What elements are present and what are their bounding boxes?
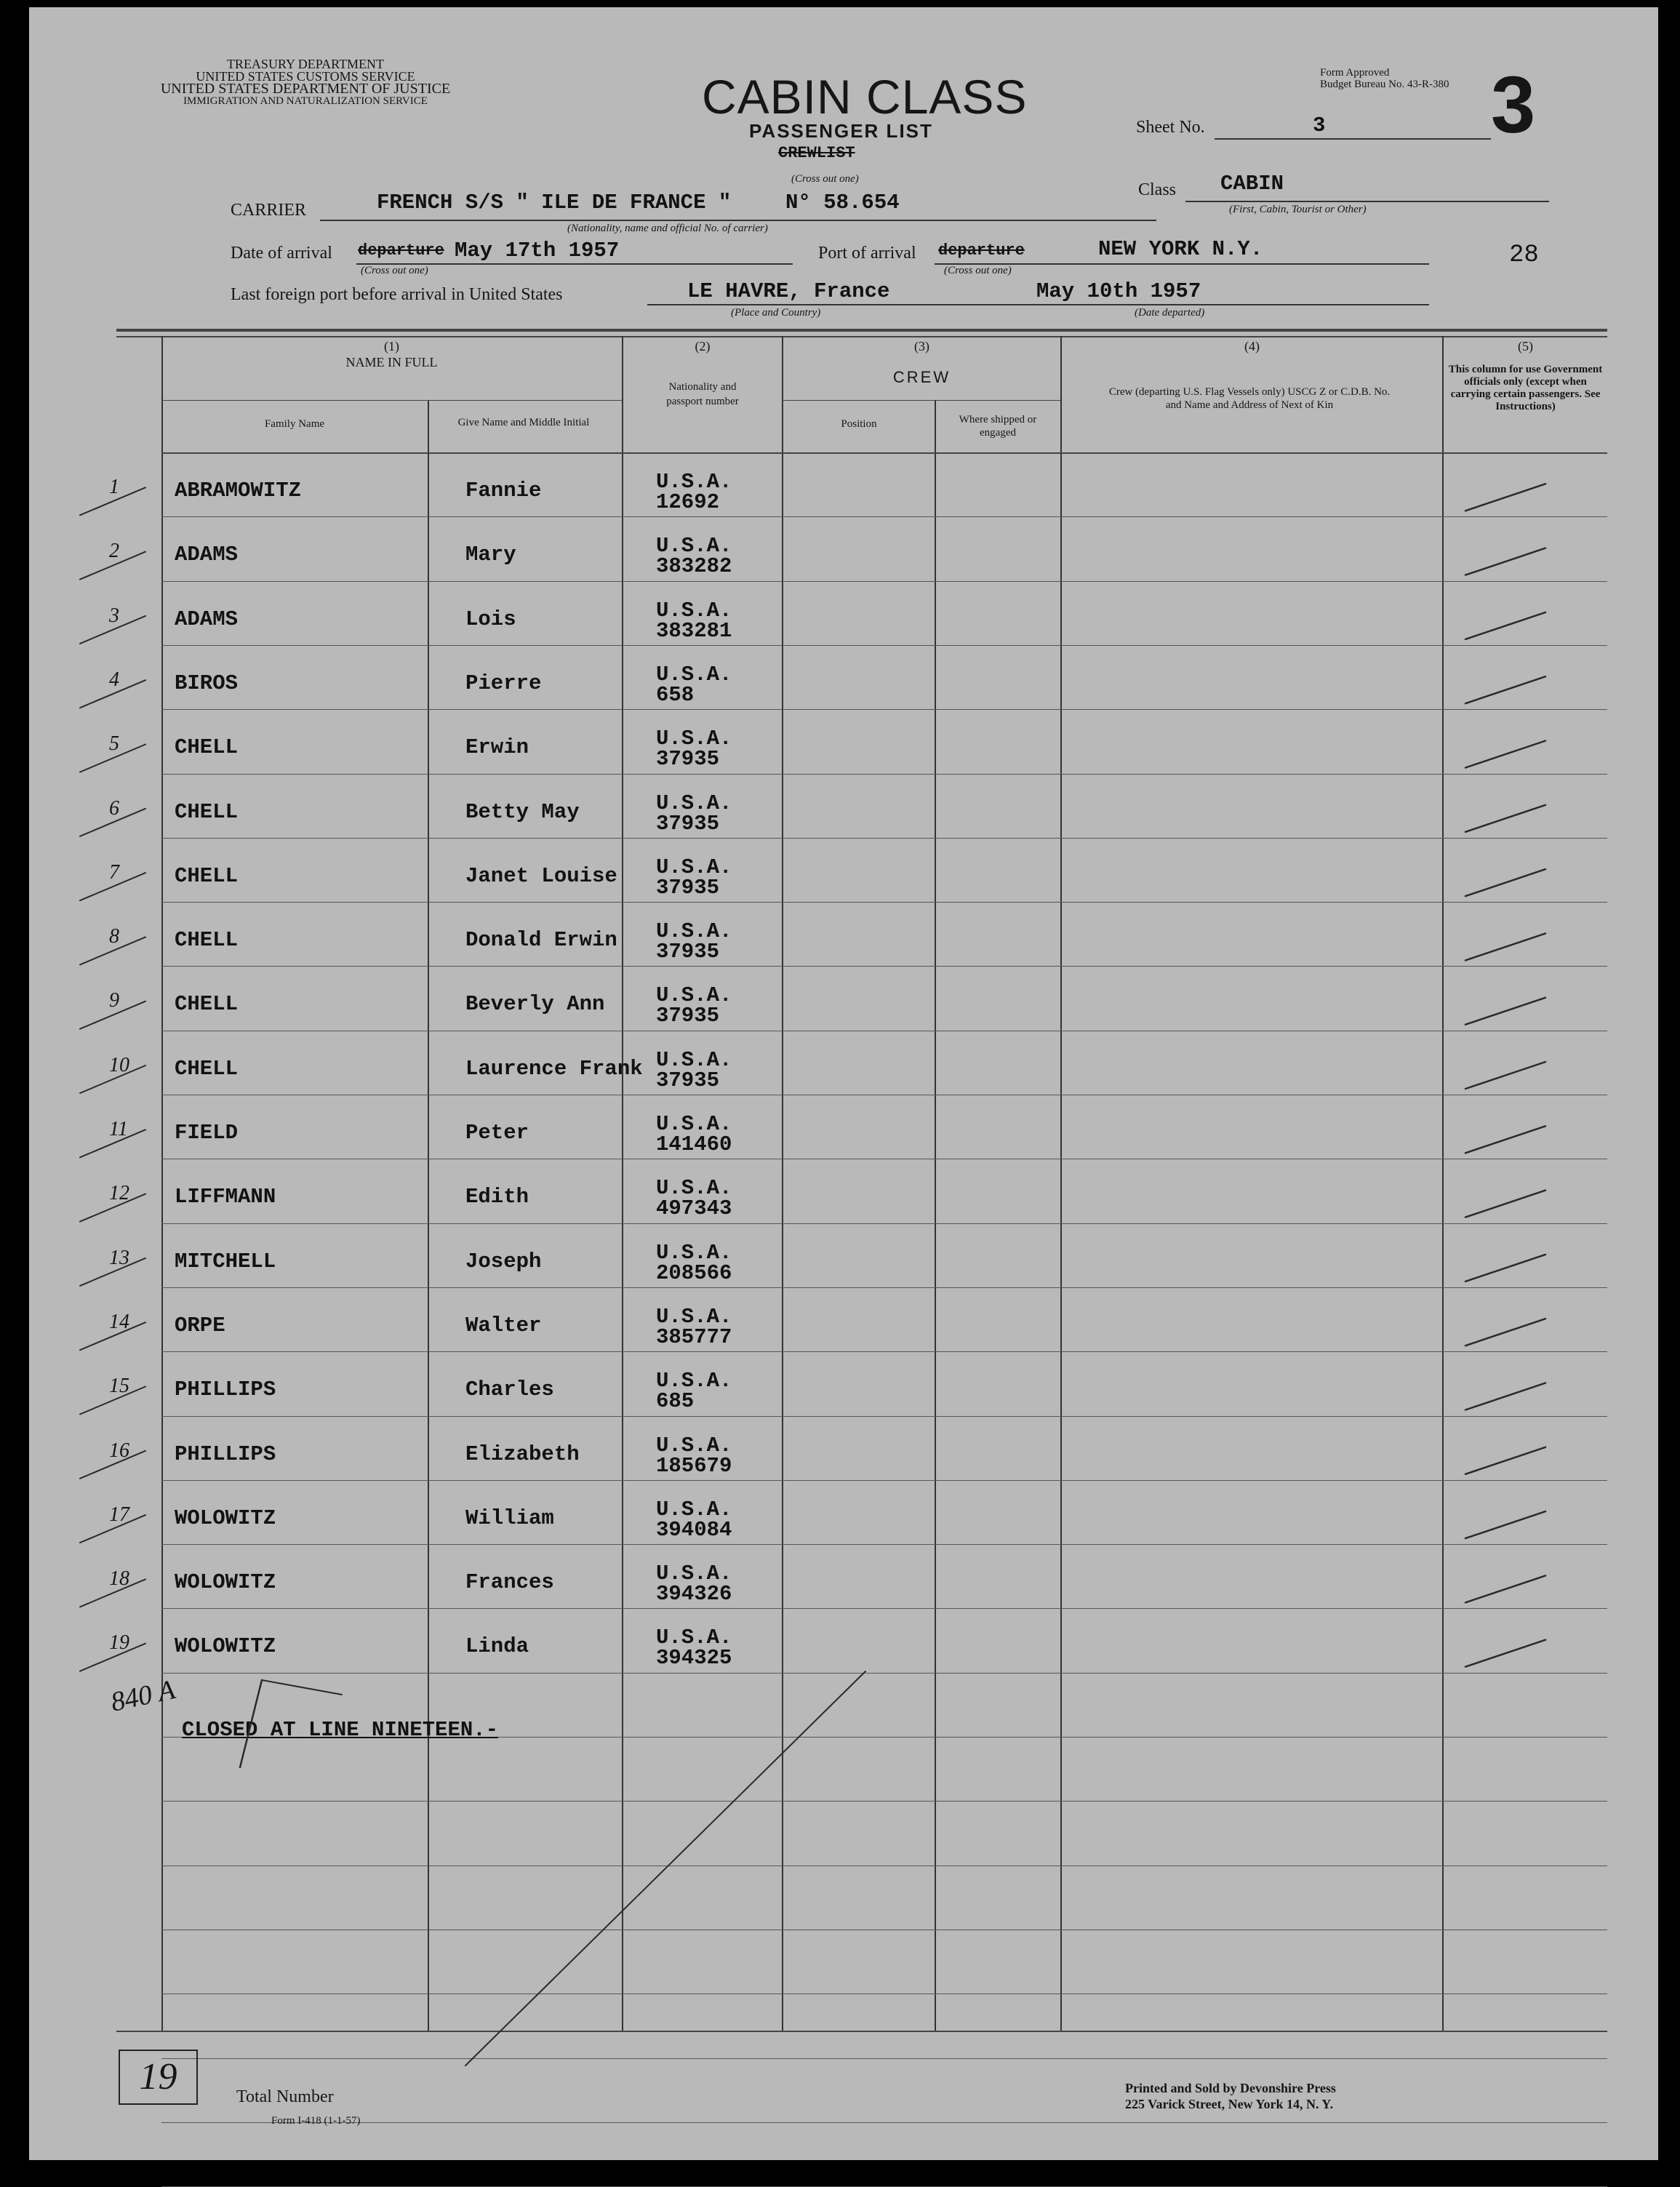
family-name: CHELL (175, 1056, 239, 1081)
family-name: ABRAMOWITZ (175, 479, 302, 503)
agency-treasury: TREASURY DEPARTMENT (226, 57, 385, 71)
nationality: U.S.A. (656, 1626, 732, 1650)
passport-number: 208566 (656, 1260, 732, 1285)
sheet-label: Sheet No. (1136, 118, 1205, 137)
total-value: 19 (139, 2056, 177, 2098)
check-mark (80, 1322, 145, 1350)
row-number: 1 (109, 476, 119, 498)
nationality: U.S.A. (656, 919, 732, 944)
agency-customs: UNITED STATES CUSTOMS SERVICE (196, 69, 415, 84)
col4-title: Crew (departing U.S. Flag Vessels only) USCG Z or C.D.B. No. and Name and Address of Next of Kin (1108, 386, 1391, 411)
tally-mark (1465, 933, 1545, 960)
nationality: U.S.A. (656, 855, 732, 879)
given-name: Pierre (465, 671, 542, 695)
port-label: Port of arrival (818, 244, 916, 263)
page-subtitle: PASSENGER LIST (749, 120, 933, 142)
family-name: PHILLIPS (175, 1378, 276, 1402)
class-label: Class (1138, 180, 1177, 199)
check-mark (80, 1001, 145, 1029)
row-number: 18 (109, 1567, 129, 1591)
passport-number: 37935 (656, 811, 720, 836)
tally-mark (1465, 1191, 1545, 1218)
family-name: CHELL (175, 799, 239, 824)
agency-justice: UNITED STATES DEPARTMENT OF JUSTICE (160, 81, 451, 97)
given-name: Janet Louise (465, 863, 617, 888)
given-name: Beverly Ann (465, 992, 605, 1017)
family-name: PHILLIPS (175, 1442, 276, 1466)
tally-mark (1465, 1447, 1545, 1474)
check-mark (80, 1579, 145, 1607)
passport-number: 37935 (656, 940, 720, 964)
passport-number: 37935 (656, 747, 720, 772)
family-name: MITCHELL (175, 1249, 276, 1274)
arrival-struck: departure (358, 241, 444, 260)
col5-title: This column for use Government officials only (except when carrying certain passengers. See Instructions) (1448, 364, 1603, 412)
arrival-note: (Cross out one) (361, 265, 428, 276)
given-name: William (465, 1506, 554, 1530)
col2-title: Nationality and passport number (666, 381, 739, 407)
nationality: U.S.A. (656, 1047, 732, 1072)
passport-number: 37935 (656, 1068, 720, 1092)
cancel-line (465, 1671, 865, 2066)
sheet-value: 3 (1313, 113, 1326, 137)
tally-mark (1465, 676, 1545, 703)
given-name: Charles (465, 1378, 554, 1402)
passport-number: 37935 (656, 1004, 720, 1028)
check-mark (80, 552, 145, 580)
passport-number: 685 (656, 1389, 695, 1414)
col-position: Position (841, 418, 877, 430)
passport-number: 394326 (656, 1582, 732, 1607)
nationality: U.S.A. (656, 727, 732, 751)
passport-number: 141460 (656, 1132, 732, 1156)
col2-number: (2) (695, 339, 711, 353)
row-number: 16 (109, 1439, 129, 1462)
carrier-label: CARRIER (231, 201, 307, 220)
row-number: 10 (109, 1053, 129, 1076)
last-port-label: Last foreign port before arrival in United States (231, 285, 563, 304)
row-number: 5 (109, 732, 119, 756)
check-mark (80, 680, 145, 708)
tally-mark (1465, 869, 1545, 896)
family-name: LIFFMANN (175, 1185, 276, 1210)
port-value: NEW YORK N.Y. (1098, 237, 1263, 261)
col-given-name: Give Name and Middle Initial (457, 417, 590, 428)
nationality: U.S.A. (656, 1240, 732, 1265)
tally-mark (1465, 1062, 1545, 1089)
tally-mark (1465, 1126, 1545, 1153)
tally-mark (1465, 1511, 1545, 1538)
row-number: 19 (109, 1631, 129, 1655)
row-number: 9 (109, 989, 119, 1012)
check-mark (80, 1258, 145, 1286)
row-number: 3 (109, 604, 119, 627)
family-name: ADAMS (175, 607, 239, 631)
family-name: CHELL (175, 928, 239, 953)
printer-line2: 225 Varick Street, New York 14, N. Y. (1125, 2097, 1334, 2111)
given-name: Lois (465, 607, 516, 631)
col1-title: NAME IN FULL (345, 355, 438, 369)
check-mark (80, 1644, 145, 1671)
passport-number: 394325 (656, 1646, 732, 1671)
family-name: ORPE (175, 1313, 225, 1338)
passport-number: 394084 (656, 1517, 732, 1542)
col-where-shipped: Where shipped or engaged (959, 414, 1037, 439)
nationality: U.S.A. (656, 1497, 732, 1522)
carrier-note: (Nationality, name and official No. of carrier) (567, 223, 768, 234)
form-approved-line2: Budget Bureau No. 43-R-380 (1320, 79, 1449, 90)
given-name: Joseph (465, 1249, 542, 1274)
check-mark (80, 1194, 145, 1222)
closing-text: CLOSED AT LINE NINETEEN.- (182, 1718, 499, 1742)
departure-date-note: (Date departed) (1135, 307, 1205, 319)
title-cross-note: (Cross out one) (791, 173, 859, 185)
tally-mark (1465, 998, 1545, 1025)
class-note: (First, Cabin, Tourist or Other) (1229, 204, 1367, 215)
family-name: CHELL (175, 863, 239, 888)
check-mark (80, 809, 145, 836)
check-mark (80, 1515, 145, 1543)
signature-stroke (262, 1680, 342, 1695)
given-name: Betty May (465, 799, 580, 824)
tally-mark (1465, 1383, 1545, 1410)
given-name: Frances (465, 1570, 554, 1595)
family-name: CHELL (175, 992, 239, 1017)
tally-mark (1465, 484, 1545, 511)
total-label: Total Number (236, 2087, 334, 2106)
col1-number: (1) (384, 339, 399, 353)
given-name: Elizabeth (465, 1442, 580, 1466)
col4-number: (4) (1244, 339, 1260, 353)
given-name: Donald Erwin (465, 928, 617, 953)
family-name: CHELL (175, 735, 239, 760)
nationality: U.S.A. (656, 598, 732, 623)
check-mark (80, 745, 145, 772)
margin-number: 28 (1509, 241, 1539, 269)
nationality: U.S.A. (656, 791, 732, 815)
last-port-value: LE HAVRE, France (687, 279, 890, 303)
form-number: Form I-418 (1-1-57) (271, 2115, 361, 2127)
nationality: U.S.A. (656, 1304, 732, 1329)
given-name: Mary (465, 543, 516, 567)
family-name: ADAMS (175, 543, 239, 567)
passenger-list-form (29, 7, 1658, 2160)
family-name: WOLOWITZ (175, 1506, 276, 1530)
departure-date: May 10th 1957 (1036, 279, 1201, 303)
row-number: 15 (109, 1375, 129, 1398)
class-value: CABIN (1220, 172, 1284, 196)
tally-mark (1465, 1640, 1545, 1667)
handwritten-note: 840 A (108, 1674, 178, 1718)
check-mark (80, 1387, 145, 1415)
check-mark (80, 487, 145, 515)
nationality: U.S.A. (656, 1433, 732, 1458)
check-mark (80, 1065, 145, 1093)
col5-number: (5) (1518, 339, 1533, 353)
annotation-marks (29, 7, 1658, 2160)
tally-mark (1465, 1319, 1545, 1346)
check-mark (80, 873, 145, 900)
nationality: U.S.A. (656, 534, 732, 559)
row-number: 11 (109, 1118, 128, 1140)
agency-ins: IMMIGRATION AND NATURALIZATION SERVICE (183, 95, 428, 107)
row-number: 8 (109, 925, 119, 948)
check-mark (80, 937, 145, 964)
given-name: Linda (465, 1634, 529, 1659)
nationality: U.S.A. (656, 1369, 732, 1394)
given-name: Peter (465, 1121, 529, 1145)
nationality: U.S.A. (656, 1176, 732, 1201)
passport-number: 385777 (656, 1324, 732, 1349)
printer-line1: Printed and Sold by Devonshire Press (1125, 2081, 1336, 2095)
crewlist-struck: CREWLIST (778, 144, 855, 162)
arrival-date: May 17th 1957 (455, 239, 620, 263)
nationality: U.S.A. (656, 1112, 732, 1136)
passport-number: 497343 (656, 1196, 732, 1221)
tally-mark (1465, 1575, 1545, 1602)
form-approved-line1: Form Approved (1320, 67, 1390, 79)
check-mark (80, 616, 145, 644)
given-name: Edith (465, 1185, 529, 1210)
passport-number: 12692 (656, 490, 720, 514)
row-number: 7 (109, 860, 119, 884)
tally-mark (1465, 741, 1545, 768)
passport-number: 383281 (656, 618, 732, 643)
tally-mark (1465, 612, 1545, 639)
sheet-big-number: 3 (1491, 60, 1536, 150)
row-number: 6 (109, 796, 119, 820)
tally-mark (1465, 1255, 1545, 1282)
passport-number: 185679 (656, 1453, 732, 1478)
passport-number: 37935 (656, 875, 720, 900)
passport-number: 658 (656, 682, 695, 707)
nationality: U.S.A. (656, 1562, 732, 1586)
carrier-value: FRENCH S/S " ILE DE FRANCE " (377, 191, 732, 215)
check-mark (80, 1130, 145, 1157)
col-crew: CREW (892, 368, 951, 386)
tally-mark (1465, 805, 1545, 832)
tally-mark (1465, 548, 1545, 575)
nationality: U.S.A. (656, 662, 732, 687)
col3-number: (3) (914, 339, 929, 353)
passport-number: 383282 (656, 554, 732, 579)
col-family-name: Family Name (264, 418, 325, 430)
given-name: Laurence Frank (465, 1056, 643, 1081)
family-name: WOLOWITZ (175, 1570, 276, 1595)
row-number: 17 (109, 1503, 129, 1526)
port-struck: departure (938, 241, 1025, 260)
page-title: CABIN CLASS (702, 70, 1028, 124)
last-port-place-note: (Place and Country) (731, 307, 821, 319)
given-name: Erwin (465, 735, 529, 760)
given-name: Fannie (465, 479, 542, 503)
given-name: Walter (465, 1313, 542, 1338)
row-number: 12 (109, 1182, 129, 1205)
carrier-number: N° 58.654 (785, 191, 900, 215)
family-name: FIELD (175, 1121, 239, 1145)
row-number: 2 (109, 540, 119, 563)
check-mark (80, 1451, 145, 1479)
arrival-label: Date of arrival (231, 244, 332, 263)
row-number: 4 (109, 668, 119, 691)
signature-stroke (240, 1680, 262, 1767)
row-number: 13 (109, 1246, 129, 1269)
row-number: 14 (109, 1310, 129, 1333)
port-note: (Cross out one) (944, 265, 1012, 276)
family-name: BIROS (175, 671, 239, 695)
nationality: U.S.A. (656, 983, 732, 1008)
family-name: WOLOWITZ (175, 1634, 276, 1659)
nationality: U.S.A. (656, 470, 732, 494)
